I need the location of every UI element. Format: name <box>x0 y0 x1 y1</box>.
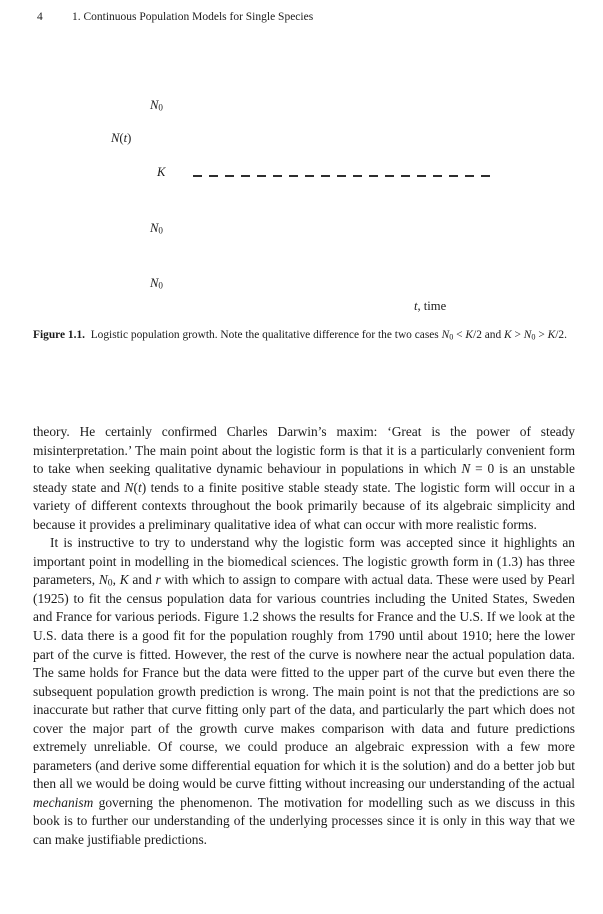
figure-label-n0-upper: $N_0$ <box>150 98 163 113</box>
figure-1-1 <box>0 0 603 325</box>
figure-y-axis-label-nt: N(t) <box>111 131 132 145</box>
body-text <box>33 423 575 850</box>
figure-label-n0-middle: $N_0$ <box>150 221 163 236</box>
page-number: 4 <box>37 11 43 23</box>
figure-label-n0-lower: $N_0$ <box>150 276 163 291</box>
figure-caption: Figure 1.1. Logistic population growth. Note the qualitative difference for the two cases $N_0 < K/2$ and $K > N_0 > K/2$. <box>33 329 567 342</box>
running-title: 1. Continuous Population Models for Single Species <box>72 11 314 23</box>
carrying-capacity-dashed-line <box>193 175 490 177</box>
figure-label-k: K <box>157 165 166 179</box>
paragraph-1: theory. He certainly confirmed Charles Darwin’s maxim: ‘Great is the power of steady misinterpretation.’ The main point about the logistic form is that it is a particularly convenient form to take when seeking qualitative dynamic behaviour in populations in which N = 0 is an unstable steady state and N(t) tends to a finite positive stable steady state. The logistic form will occur in a variety of different contexts throughout the book primarily because of its algebraic simplicity and because it provides a preliminary qualitative idea of what can occur with more realistic forms. <box>33 424 576 532</box>
figure-x-axis-label-time: t, time <box>414 299 447 313</box>
paragraph-2: It is instructive to try to understand why the logistic form was accepted since it highlights an important point in modelling in the biomedical sciences. The logistic growth form in (1.3) has three parameters, $N_0$, K and r with which to assign to compare with actual data. These were used by Pearl (1925) to fit the census population data for various countries including the United States, Sweden and France for various periods. Figure 1.2 shows the results for France and the U.S. If we look at the U.S. data there is a good fit for the population roughly from 1790 until about 1910; here the lower part of the curve is fitted. However, the rest of the curve is nowhere near the actual population data. The same holds for France but the data were fitted to the upper part of the curve but even there the subsequent population growth prediction is wrong. The main point is not that the predictions are so inaccurate but rather that curve fitting only part of the data, and particularly the part which does not cover the major part of the growth curve makes comparison with data and future predictions extremely unreliable. Of course, we could produce an algebraic expression with a few more parameters (and derive some differential equation for which it is the solution) and do a better job but then all we would be doing would be curve fitting without increasing our understanding of the actual mechanism governing the phenomenon. The motivation for modelling such as we discuss in this book is to further our understanding of the underlying processes since it is only in this way that we can make justifiable predictions. <box>33 535 576 848</box>
